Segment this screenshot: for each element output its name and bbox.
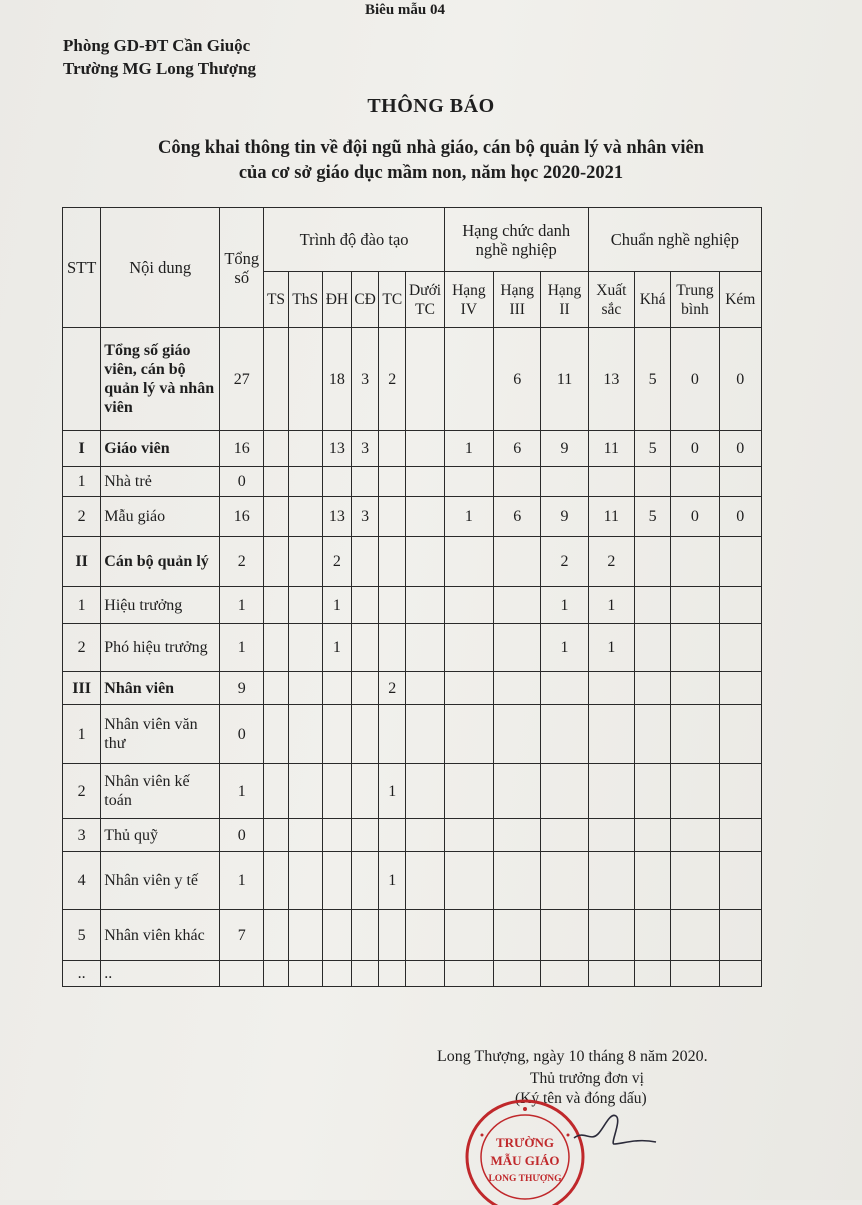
row-cell-trung-binh: 0 [671, 497, 719, 537]
row-label: Tổng số giáo viên, cán bộ quản lý và nhân viên [101, 328, 220, 431]
row-label: Nhân viên [101, 672, 220, 705]
table-row [63, 587, 762, 624]
row-cell-cd [352, 705, 379, 764]
row-cell-trung-binh [671, 852, 719, 910]
row-cell-kha [635, 537, 671, 587]
row-cell-ths [288, 852, 322, 910]
row-total: 1 [220, 852, 264, 910]
row-cell-trung-binh [671, 961, 719, 987]
row-cell-kem [719, 624, 761, 672]
row-cell-hang-iv [444, 587, 493, 624]
row-total: 0 [220, 705, 264, 764]
row-cell-xuat-sac [588, 910, 634, 961]
row-stt [63, 328, 101, 431]
row-total: 2 [220, 537, 264, 587]
row-cell-ths [288, 672, 322, 705]
seal-text-line-3: LONG THƯỢNG [488, 1174, 562, 1184]
header-duoi-tc: Dưới TC [406, 272, 444, 328]
row-cell-tc [379, 819, 406, 852]
row-cell-dh [322, 852, 351, 910]
row-cell-xuat-sac [588, 961, 634, 987]
header-dh: ĐH [322, 272, 351, 328]
row-cell-dh [322, 910, 351, 961]
row-cell-duoi-tc [406, 497, 444, 537]
row-cell-hang-iii: 6 [494, 328, 541, 431]
row-cell-trung-binh [671, 819, 719, 852]
row-cell-dh: 13 [322, 497, 351, 537]
row-cell-kem: 0 [719, 431, 761, 467]
row-cell-ts [264, 764, 288, 819]
row-cell-ths [288, 467, 322, 497]
row-cell-tc [379, 587, 406, 624]
table-row [63, 431, 762, 467]
row-total: 16 [220, 497, 264, 537]
row-stt: 2 [63, 764, 101, 819]
row-total: 27 [220, 328, 264, 431]
row-cell-hang-iv [444, 852, 493, 910]
row-cell-hang-iv [444, 624, 493, 672]
signer-title: Thủ trưởng đơn vị [530, 1070, 644, 1087]
row-cell-hang-iv [444, 705, 493, 764]
row-cell-cd [352, 537, 379, 587]
row-cell-kem [719, 819, 761, 852]
row-cell-tc [379, 624, 406, 672]
row-cell-cd: 3 [352, 328, 379, 431]
row-cell-kha [635, 587, 671, 624]
header-ts: TS [264, 272, 288, 328]
row-cell-xuat-sac: 13 [588, 328, 634, 431]
row-cell-xuat-sac: 1 [588, 624, 634, 672]
row-cell-duoi-tc [406, 764, 444, 819]
row-cell-xuat-sac: 2 [588, 537, 634, 587]
row-cell-kha [635, 624, 671, 672]
row-stt: III [63, 672, 101, 705]
row-cell-ths [288, 328, 322, 431]
table-row [63, 961, 762, 987]
header-hang-iii: Hạng III [494, 272, 541, 328]
row-cell-kem [719, 537, 761, 587]
row-stt: .. [63, 961, 101, 987]
row-total: 1 [220, 587, 264, 624]
row-label: Nhân viên y tế [101, 852, 220, 910]
row-cell-ths [288, 961, 322, 987]
row-cell-tc [379, 431, 406, 467]
table-row [63, 624, 762, 672]
row-stt: II [63, 537, 101, 587]
row-cell-ths [288, 910, 322, 961]
row-cell-ths [288, 819, 322, 852]
row-cell-ts [264, 852, 288, 910]
row-cell-hang-iii [494, 705, 541, 764]
row-cell-kha [635, 961, 671, 987]
row-cell-cd: 3 [352, 431, 379, 467]
row-label: Cán bộ quản lý [101, 537, 220, 587]
row-label: Nhân viên văn thư [101, 705, 220, 764]
row-cell-xuat-sac [588, 672, 634, 705]
row-cell-kem [719, 910, 761, 961]
row-label: Mẫu giáo [101, 497, 220, 537]
row-cell-hang-iv [444, 328, 493, 431]
row-cell-duoi-tc [406, 431, 444, 467]
row-cell-ths [288, 431, 322, 467]
seal-text-line-1: TRƯỜNG [495, 1135, 555, 1150]
row-cell-cd [352, 910, 379, 961]
row-cell-cd [352, 624, 379, 672]
row-cell-duoi-tc [406, 819, 444, 852]
row-cell-hang-iv [444, 819, 493, 852]
header-ths: ThS [288, 272, 322, 328]
row-cell-tc [379, 537, 406, 587]
row-cell-dh: 13 [322, 431, 351, 467]
row-cell-hang-ii [541, 819, 588, 852]
row-cell-dh [322, 467, 351, 497]
row-cell-hang-ii [541, 764, 588, 819]
header-professional-rank: Hạng chức danh nghề nghiệp [444, 208, 588, 272]
row-cell-hang-ii [541, 705, 588, 764]
row-cell-tc [379, 910, 406, 961]
row-cell-hang-iii [494, 624, 541, 672]
row-cell-dh [322, 961, 351, 987]
row-cell-duoi-tc [406, 961, 444, 987]
header-professional-standard: Chuẩn nghề nghiệp [588, 208, 761, 272]
row-cell-kha [635, 764, 671, 819]
row-cell-ths [288, 537, 322, 587]
row-cell-duoi-tc [406, 672, 444, 705]
row-label: Hiệu trưởng [101, 587, 220, 624]
table-row [63, 537, 762, 587]
table-row [63, 497, 762, 537]
row-cell-kem: 0 [719, 328, 761, 431]
header-tc: TC [379, 272, 406, 328]
row-cell-tc: 2 [379, 328, 406, 431]
row-cell-tc: 1 [379, 764, 406, 819]
row-cell-hang-iii [494, 961, 541, 987]
row-cell-kem [719, 764, 761, 819]
row-cell-hang-ii: 11 [541, 328, 588, 431]
row-stt: 1 [63, 587, 101, 624]
row-cell-hang-iv [444, 467, 493, 497]
row-cell-cd [352, 764, 379, 819]
row-cell-ts [264, 910, 288, 961]
header-total: Tổng số [220, 208, 264, 328]
row-cell-ts [264, 431, 288, 467]
row-cell-cd [352, 672, 379, 705]
row-cell-dh: 1 [322, 587, 351, 624]
row-cell-ths [288, 624, 322, 672]
table-row [63, 910, 762, 961]
row-total: 9 [220, 672, 264, 705]
row-label: Giáo viên [101, 431, 220, 467]
row-cell-ts [264, 497, 288, 537]
row-cell-ths [288, 497, 322, 537]
issuing-unit [63, 34, 256, 80]
row-total: 0 [220, 467, 264, 497]
school-name: Trường MG Long Thượng [63, 59, 257, 78]
seal-text-line-2: MẪU GIÁO [490, 1153, 560, 1168]
row-total [220, 961, 264, 987]
row-cell-kha [635, 819, 671, 852]
row-label: .. [101, 961, 220, 987]
row-cell-tc: 1 [379, 852, 406, 910]
department-name: Phòng GD-ĐT Cần Giuộc [63, 36, 251, 55]
header-hang-ii: Hạng II [541, 272, 588, 328]
row-cell-hang-iii [494, 819, 541, 852]
row-cell-ths [288, 587, 322, 624]
document-title: THÔNG BÁO [367, 95, 495, 117]
table-row [63, 467, 762, 497]
table-row [63, 328, 762, 431]
row-cell-kem [719, 467, 761, 497]
header-cd: CĐ [352, 272, 379, 328]
row-cell-kem [719, 672, 761, 705]
row-cell-xuat-sac [588, 467, 634, 497]
row-label: Nhân viên khác [101, 910, 220, 961]
row-cell-hang-iii [494, 537, 541, 587]
header-training-level: Trình độ đào tạo [264, 208, 444, 272]
row-cell-kha: 5 [635, 328, 671, 431]
row-cell-hang-ii: 9 [541, 497, 588, 537]
row-cell-ts [264, 587, 288, 624]
row-cell-hang-iii [494, 852, 541, 910]
table-row [63, 672, 762, 705]
row-cell-duoi-tc [406, 624, 444, 672]
row-cell-hang-iii [494, 910, 541, 961]
row-cell-ts [264, 961, 288, 987]
row-cell-ts [264, 624, 288, 672]
row-stt: 2 [63, 624, 101, 672]
row-cell-kha: 5 [635, 497, 671, 537]
row-cell-duoi-tc [406, 852, 444, 910]
row-cell-kem [719, 961, 761, 987]
document-subtitle [40, 136, 822, 186]
row-label: Nhà trẻ [101, 467, 220, 497]
row-cell-dh [322, 764, 351, 819]
row-cell-duoi-tc [406, 537, 444, 587]
header-trung-binh: Trung bình [671, 272, 719, 328]
table-row [63, 819, 762, 852]
row-cell-hang-iv [444, 961, 493, 987]
table-body [63, 328, 762, 987]
row-cell-hang-ii [541, 961, 588, 987]
row-stt: I [63, 431, 101, 467]
row-cell-trung-binh [671, 587, 719, 624]
row-cell-xuat-sac [588, 705, 634, 764]
row-cell-ts [264, 537, 288, 587]
row-cell-hang-ii [541, 852, 588, 910]
row-cell-hang-iii [494, 764, 541, 819]
row-cell-kem [719, 587, 761, 624]
header-kha: Khá [635, 272, 671, 328]
row-cell-hang-iv: 1 [444, 497, 493, 537]
row-cell-kha [635, 672, 671, 705]
row-cell-ths [288, 764, 322, 819]
row-cell-ths [288, 705, 322, 764]
row-cell-kha [635, 852, 671, 910]
header-kem: Kém [719, 272, 761, 328]
row-cell-tc [379, 467, 406, 497]
row-cell-hang-iv [444, 910, 493, 961]
row-cell-hang-iv [444, 672, 493, 705]
row-cell-cd [352, 961, 379, 987]
row-cell-cd [352, 467, 379, 497]
row-cell-trung-binh [671, 672, 719, 705]
row-label: Nhân viên kế toán [101, 764, 220, 819]
row-cell-trung-binh [671, 537, 719, 587]
row-cell-duoi-tc [406, 587, 444, 624]
row-cell-cd: 3 [352, 497, 379, 537]
row-cell-dh: 2 [322, 537, 351, 587]
row-cell-hang-iv [444, 764, 493, 819]
row-cell-ts [264, 705, 288, 764]
row-cell-hang-ii: 2 [541, 537, 588, 587]
row-cell-dh [322, 819, 351, 852]
row-cell-dh: 18 [322, 328, 351, 431]
row-cell-cd [352, 852, 379, 910]
row-stt: 1 [63, 467, 101, 497]
row-cell-kha [635, 910, 671, 961]
row-cell-trung-binh: 0 [671, 328, 719, 431]
row-total: 1 [220, 764, 264, 819]
row-cell-xuat-sac: 11 [588, 431, 634, 467]
row-cell-duoi-tc [406, 910, 444, 961]
row-cell-trung-binh: 0 [671, 431, 719, 467]
row-cell-kha: 5 [635, 431, 671, 467]
row-cell-kem [719, 852, 761, 910]
row-label: Phó hiệu trưởng [101, 624, 220, 672]
row-cell-tc [379, 705, 406, 764]
place-and-date: Long Thượng, ngày 10 tháng 8 năm 2020. [437, 1048, 708, 1065]
row-cell-hang-ii [541, 467, 588, 497]
row-cell-trung-binh [671, 467, 719, 497]
row-total: 16 [220, 431, 264, 467]
row-cell-hang-iii: 6 [494, 497, 541, 537]
form-number: Biêu mẫu 04 [365, 2, 446, 18]
row-cell-ts [264, 672, 288, 705]
row-cell-trung-binh [671, 705, 719, 764]
row-cell-tc: 2 [379, 672, 406, 705]
row-total: 1 [220, 624, 264, 672]
row-cell-hang-ii [541, 910, 588, 961]
row-cell-kem [719, 705, 761, 764]
row-cell-xuat-sac [588, 819, 634, 852]
subtitle-line-2: của cơ sở giáo dục mầm non, năm học 2020-2021 [238, 163, 624, 183]
row-cell-hang-ii: 9 [541, 431, 588, 467]
row-cell-ts [264, 819, 288, 852]
row-cell-duoi-tc [406, 328, 444, 431]
header-content: Nội dung [101, 208, 220, 328]
row-cell-kha [635, 467, 671, 497]
row-cell-hang-iii [494, 467, 541, 497]
row-label: Thủ quỹ [101, 819, 220, 852]
row-cell-kha [635, 705, 671, 764]
row-cell-duoi-tc [406, 705, 444, 764]
row-cell-trung-binh [671, 764, 719, 819]
header-stt: STT [63, 208, 101, 328]
subtitle-line-1: Công khai thông tin về đội ngũ nhà giáo, cán bộ quản lý và nhân viên [158, 138, 704, 158]
row-cell-ts [264, 328, 288, 431]
row-cell-xuat-sac: 1 [588, 587, 634, 624]
row-cell-xuat-sac [588, 764, 634, 819]
signature [570, 1108, 660, 1152]
row-cell-hang-iii [494, 672, 541, 705]
row-cell-cd [352, 819, 379, 852]
row-stt: 4 [63, 852, 101, 910]
table-row [63, 705, 762, 764]
row-cell-hang-ii: 1 [541, 587, 588, 624]
row-cell-trung-binh [671, 624, 719, 672]
row-stt: 3 [63, 819, 101, 852]
row-cell-hang-ii: 1 [541, 624, 588, 672]
row-cell-hang-iii [494, 587, 541, 624]
staff-table [62, 207, 762, 987]
row-stt: 5 [63, 910, 101, 961]
row-cell-cd [352, 587, 379, 624]
row-cell-dh [322, 672, 351, 705]
row-total: 7 [220, 910, 264, 961]
row-cell-tc [379, 961, 406, 987]
table-row [63, 852, 762, 910]
row-cell-hang-iii: 6 [494, 431, 541, 467]
row-stt: 2 [63, 497, 101, 537]
header-xuat-sac: Xuất sắc [588, 272, 634, 328]
row-stt: 1 [63, 705, 101, 764]
row-cell-tc [379, 497, 406, 537]
row-cell-dh [322, 705, 351, 764]
row-cell-ts [264, 467, 288, 497]
row-cell-xuat-sac [588, 852, 634, 910]
header-hang-iv: Hạng IV [444, 272, 493, 328]
row-total: 0 [220, 819, 264, 852]
row-cell-duoi-tc [406, 467, 444, 497]
row-cell-hang-ii [541, 672, 588, 705]
signer-note: (Ký tên và đóng dấu) [515, 1090, 647, 1107]
row-cell-xuat-sac: 11 [588, 497, 634, 537]
row-cell-trung-binh [671, 910, 719, 961]
row-cell-hang-iv [444, 537, 493, 587]
row-cell-hang-iv: 1 [444, 431, 493, 467]
row-cell-dh: 1 [322, 624, 351, 672]
table-row [63, 764, 762, 819]
row-cell-kem: 0 [719, 497, 761, 537]
